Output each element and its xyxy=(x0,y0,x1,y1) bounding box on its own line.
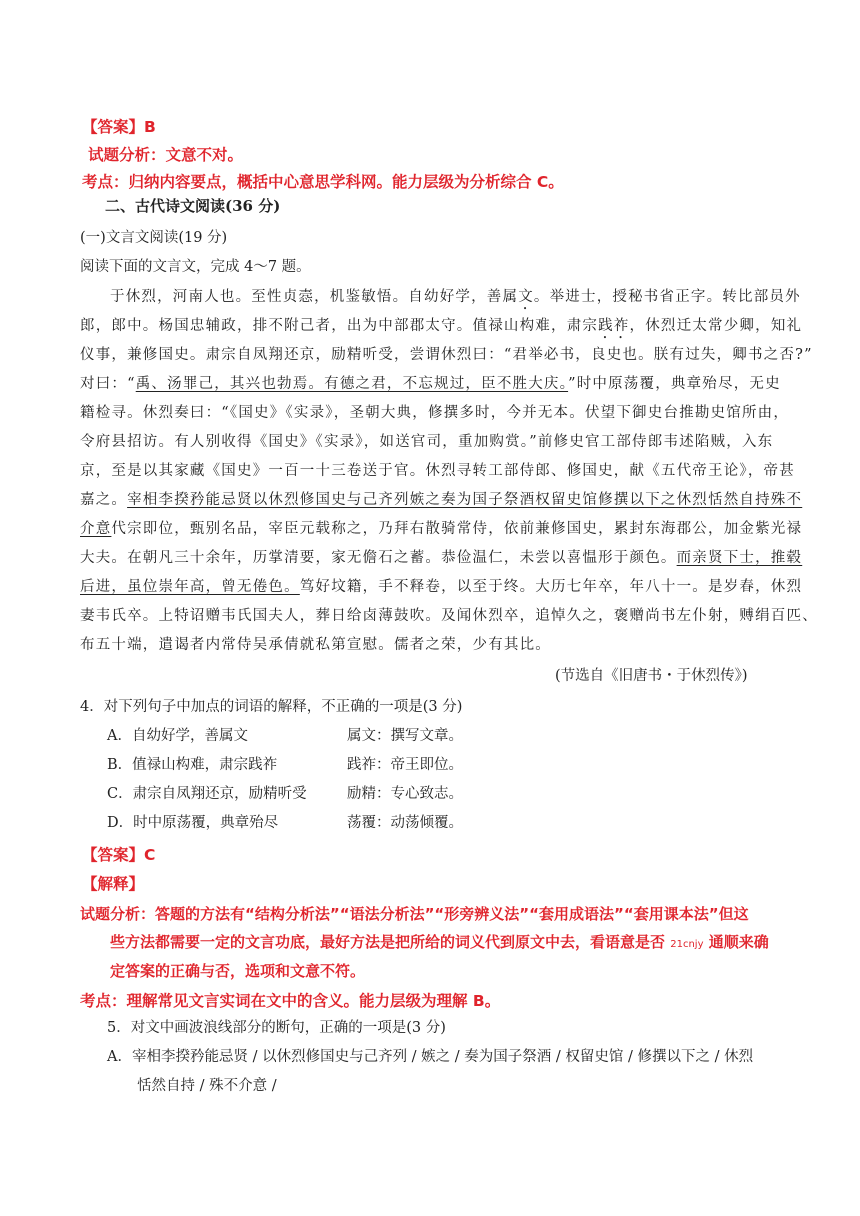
passage-line-1: 于休烈，河南人也。至性贞悫，机鉴敏悟。自幼好学，善属文。举进士，授秘书省正字。转比部员外 xyxy=(110,289,801,305)
passage-line-4: 对曰：“禹、汤罪己，其兴也勃焉。有德之君，不忘规过，臣不胜大庆。”时中原荡覆，典章殆尽，无史 xyxy=(80,376,781,392)
passage-line-7: 京，至是以其家藏《国史》一百一十三卷送于官。休烈寻转工部侍郎、修国史，献《五代帝王论》，帝甚 xyxy=(80,463,795,479)
underlined-sentence-2: 而亲贤下士，推毂 xyxy=(676,550,803,566)
passage-line-9: 介意代宗即位，甄别名品，宰臣元载称之，乃拜右散骑常侍，依前兼修国史，累封东海郡公，加金紫光禄 xyxy=(80,521,803,537)
underlined-sentence: 禹、汤罪己，其兴也勃焉。有德之君，不忘规过，臣不胜大庆。 xyxy=(135,376,569,392)
passage-line-11: 后进，虽位崇年高，曾无倦色。笃好坟籍，手不释卷，以至于终。大历七年卒，年八十一。是岁春，休烈 xyxy=(80,579,803,595)
passage-line-6: 令府县招访。有人别收得《国史》《实录》，如送官司，重加购赏。”前修史官工部侍郎韦述陷贼，入东 xyxy=(80,434,774,450)
option-d-explanation: 荡覆：动荡倾覆。 xyxy=(347,815,463,831)
section-title: 二、古代诗文阅读(36 分) xyxy=(105,197,281,215)
instruction: 阅读下面的文言文，完成 4～7 题。 xyxy=(80,259,311,275)
passage-line-12: 妻韦氏卒。上特诏赠韦氏国夫人，葬日给卤薄鼓吹。及闻休烈卒，追悼久之，褒赠尚书左仆射，赙绢百匹、 xyxy=(80,608,818,624)
passage-source: (节选自《旧唐书・于休烈传》) xyxy=(555,668,748,684)
explain-label: 【解释】 xyxy=(82,875,145,893)
passage-line-10: 大夫。在朝凡三十余年，历掌清要，家无儋石之蓄。恭俭温仁，未尝以喜愠形于颜色。而亲贤下士，推毂 xyxy=(80,550,803,566)
analysis-2-line-2: 些方法都需要一定的文言功底，最好方法是把所给的词义代到原文中去，看语意是否 21cnjy 通顺来确 xyxy=(110,933,769,951)
analysis-1: 试题分析：文意不对。 xyxy=(88,146,244,164)
analysis-2-line-1: 试题分析：答题的方法有“结构分析法”“语法分析法”“形旁辨义法”“套用成语法”“套用课本法”但这 xyxy=(80,905,749,923)
passage-line-2: 郎，郎中。杨国忠辅政，排不附己者，出为中部郡太守。值禄山构难，肃宗践祚，休烈迁太常少卿，知礼 xyxy=(80,318,803,334)
passage-line-13: 布五十端，遣谒者内常侍吴承倩就私第宣慰。儒者之荣，少有其比。 xyxy=(80,637,551,653)
dotted-word: 文 xyxy=(518,289,534,305)
wavy-line-section: 宰相李揆矜能忌贤以休烈修国史与己齐列嫉之奏为国子祭酒权留史馆修撰以下之休烈恬然自持殊不 xyxy=(127,492,803,508)
option-b-sentence: B．值禄山构难，肃宗践祚 xyxy=(107,757,278,773)
watermark-text: 21cnjy xyxy=(670,939,704,950)
question-5-option-a-line-2: 恬然自持 / 殊不介意 / xyxy=(137,1078,277,1094)
answer-label-2: 【答案】C xyxy=(82,846,156,864)
wavy-line-section-end: 介意 xyxy=(80,521,112,537)
question-5-option-a-line-1: A．宰相李揆矜能忌贤 / 以休烈修国史与己齐列 / 嫉之 / 奏为国子祭酒 / 权留史馆 / 修撰以下之 / 休烈 xyxy=(107,1049,754,1065)
underlined-sentence-2-end: 后进，虽位崇年高，曾无倦色。 xyxy=(80,579,300,595)
option-b-explanation: 践祚：帝王即位。 xyxy=(347,757,463,773)
answer-label-1: 【答案】B xyxy=(82,118,156,136)
analysis-2-line-3: 定答案的正确与否，选项和文意不符。 xyxy=(110,962,366,980)
option-a-sentence: A．自幼好学，善属文 xyxy=(107,728,248,744)
dotted-word: 践祚 xyxy=(598,318,630,334)
passage-line-5: 籍检寻。休烈奏曰：“《国史》《实录》，圣朝大典，修撰多时，今并无本。伏望下御史台推勘史馆所由， xyxy=(80,405,790,421)
option-c-sentence: C．肃宗自凤翔还京，励精听受 xyxy=(107,786,307,802)
sub-title: (一)文言文阅读(19 分) xyxy=(80,230,228,246)
kaodian-2: 考点：理解常见文言实词在文中的含义。能力层级为理解 B。 xyxy=(80,992,501,1010)
question-5-stem: 5．对文中画波浪线部分的断句，正确的一项是(3 分) xyxy=(107,1020,446,1036)
question-4-stem: 4．对下列句子中加点的词语的解释，不正确的一项是(3 分) xyxy=(80,699,463,715)
passage-line-3: 仪事，兼修国史。肃宗自凤翔还京，励精听受，尝谓休烈曰：“君举必书，良史也。朕有过失，卿书之否?” xyxy=(80,347,813,363)
passage-line-8: 嘉之。宰相李揆矜能忌贤以休烈修国史与己齐列嫉之奏为国子祭酒权留史馆修撰以下之休烈恬然自持殊不 xyxy=(80,492,803,508)
option-c-explanation: 励精：专心致志。 xyxy=(347,786,463,802)
option-a-explanation: 属文：撰写文章。 xyxy=(347,728,463,744)
option-d-sentence: D．时中原荡覆，典章殆尽 xyxy=(107,815,279,831)
kaodian-1: 考点：归纳内容要点，概括中心意思学科网。能力层级为分析综合 C。 xyxy=(82,173,564,191)
